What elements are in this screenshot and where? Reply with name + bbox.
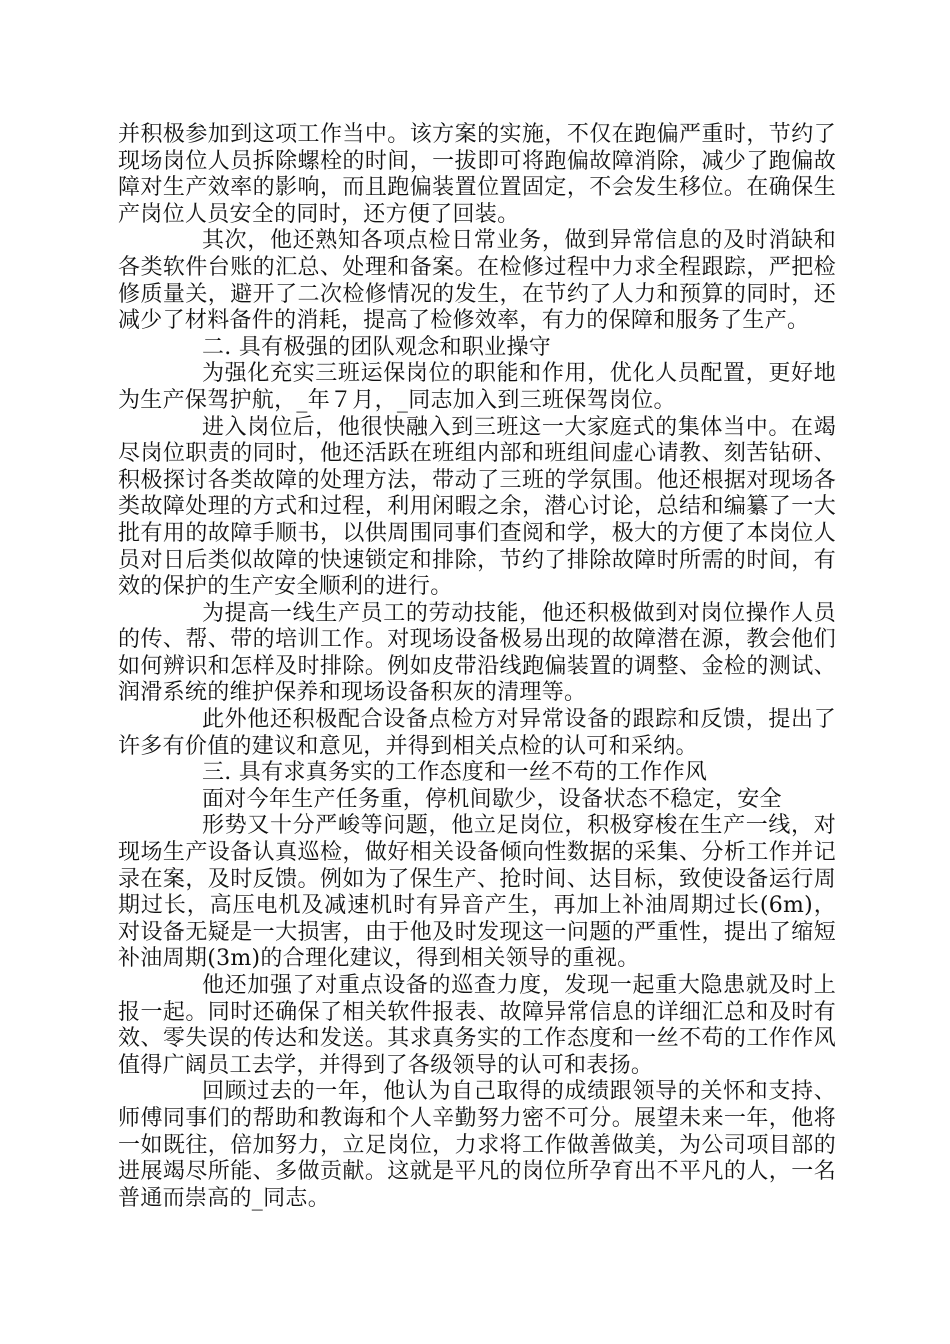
paragraph-8: 他还加强了对重点设备的巡查力度，发现一起重大隐患就及时上报一起。同时还确保了相关软件报表、故障异常信息的详细汇总和及时有效、零失误的传达和发送。其求真务实的工作态度和一丝不苟的工作作风值得广阔员工去学，并得到了各级领导的认可和表扬。 [118, 973, 836, 1078]
paragraph-4: 进入岗位后，他很快融入到三班这一大家庭式的集体当中。在竭尽岗位职责的同时，他还活跃在班组内部和班组间虚心请教、刻苦钻研、积极探讨各类故障的处理方法，带动了三班的学氛围。他还根据对现场各类故障处理的方式和过程，利用闲暇之余，潜心讨论，总结和编纂了一大批有用的故障手顺书，以供周围同事们查阅和学，极大的方便了本岗位人员对日后类似故障的快速锁定和排除，节约了排除故障时所需的时间，有效的保护的生产安全顺利的进行。 [118, 414, 836, 600]
section-heading-3: 三. 具有求真务实的工作态度和一丝不苟的工作作风 [202, 760, 708, 786]
paragraph-3: 为强化充实三班运保岗位的职能和作用，优化人员配置，更好地为生产保驾护航，_年７月，_同志加入到三班保驾岗位。 [118, 361, 836, 413]
paragraph-1: 并积极参加到这项工作当中。该方案的实施，不仅在跑偏严重时，节约了现场岗位人员拆除螺栓的时间，一拔即可将跑偏故障消除，减少了跑偏故障对生产效率的影响，而且跑偏装置位置固定，不会发生移位。在确保生产岗位人员安全的同时，还方便了回装。 [118, 122, 836, 227]
paragraph-7a: 面对今年生产任务重，停机间歇少，设备状态不稳定，安全 [202, 786, 782, 812]
document-body [118, 122, 836, 1212]
paragraph-6: 此外他还积极配合设备点检方对异常设备的跟踪和反馈，提出了许多有价值的建议和意见，并得到相关点检的认可和采纳。 [118, 707, 836, 759]
paragraph-5: 为提高一线生产员工的劳动技能，他还积极做到对岗位操作人员的传、帮、带的培训工作。对现场设备极易出现的故障潜在源，教会他们如何辨识和怎样及时排除。例如皮带沿线跑偏装置的调整、金检的测试、润滑系统的维护保养和现场设备积灰的清理等。 [118, 600, 836, 706]
paragraph-9: 回顾过去的一年，他认为自己取得的成绩跟领导的关怀和支持、师傅同事们的帮助和教诲和个人辛勤努力密不可分。展望未来一年，他将一如既往，倍加努力，立足岗位，力求将工作做善做美，为公司项目部的进展竭尽所能、多做贡献。这就是平凡的岗位所孕育出不平凡的人，一名普通而崇高的_同志。 [118, 1079, 836, 1211]
paragraph-2: 其次，他还熟知各项点检日常业务，做到异常信息的及时消缺和各类软件台账的汇总、处理和备案。在检修过程中力求全程跟踪，严把检修质量关，避开了二次检修情况的发生，在节约了人力和预算的同时，还减少了材料备件的消耗，提高了检修效率，有力的保障和服务了生产。 [118, 228, 836, 334]
section-heading-2: 二. 具有极强的团队观念和职业操守 [202, 334, 552, 360]
paragraph-7b: 形势又十分严峻等问题，他立足岗位，积极穿梭在生产一线，对现场生产设备认真巡检，做好相关设备倾向性数据的采集、分析工作并记录在案，及时反馈。例如为了保生产、抢时间、达目标，致使设备运行周期过长，高压电机及减速机时有异音产生，再加上补油周期过长(6m)，对设备无疑是一大损害，由于他及时发现这一问题的严重性，提出了缩短补油周期(3m)的合理化建议，得到相关领导的重视。 [118, 813, 836, 972]
